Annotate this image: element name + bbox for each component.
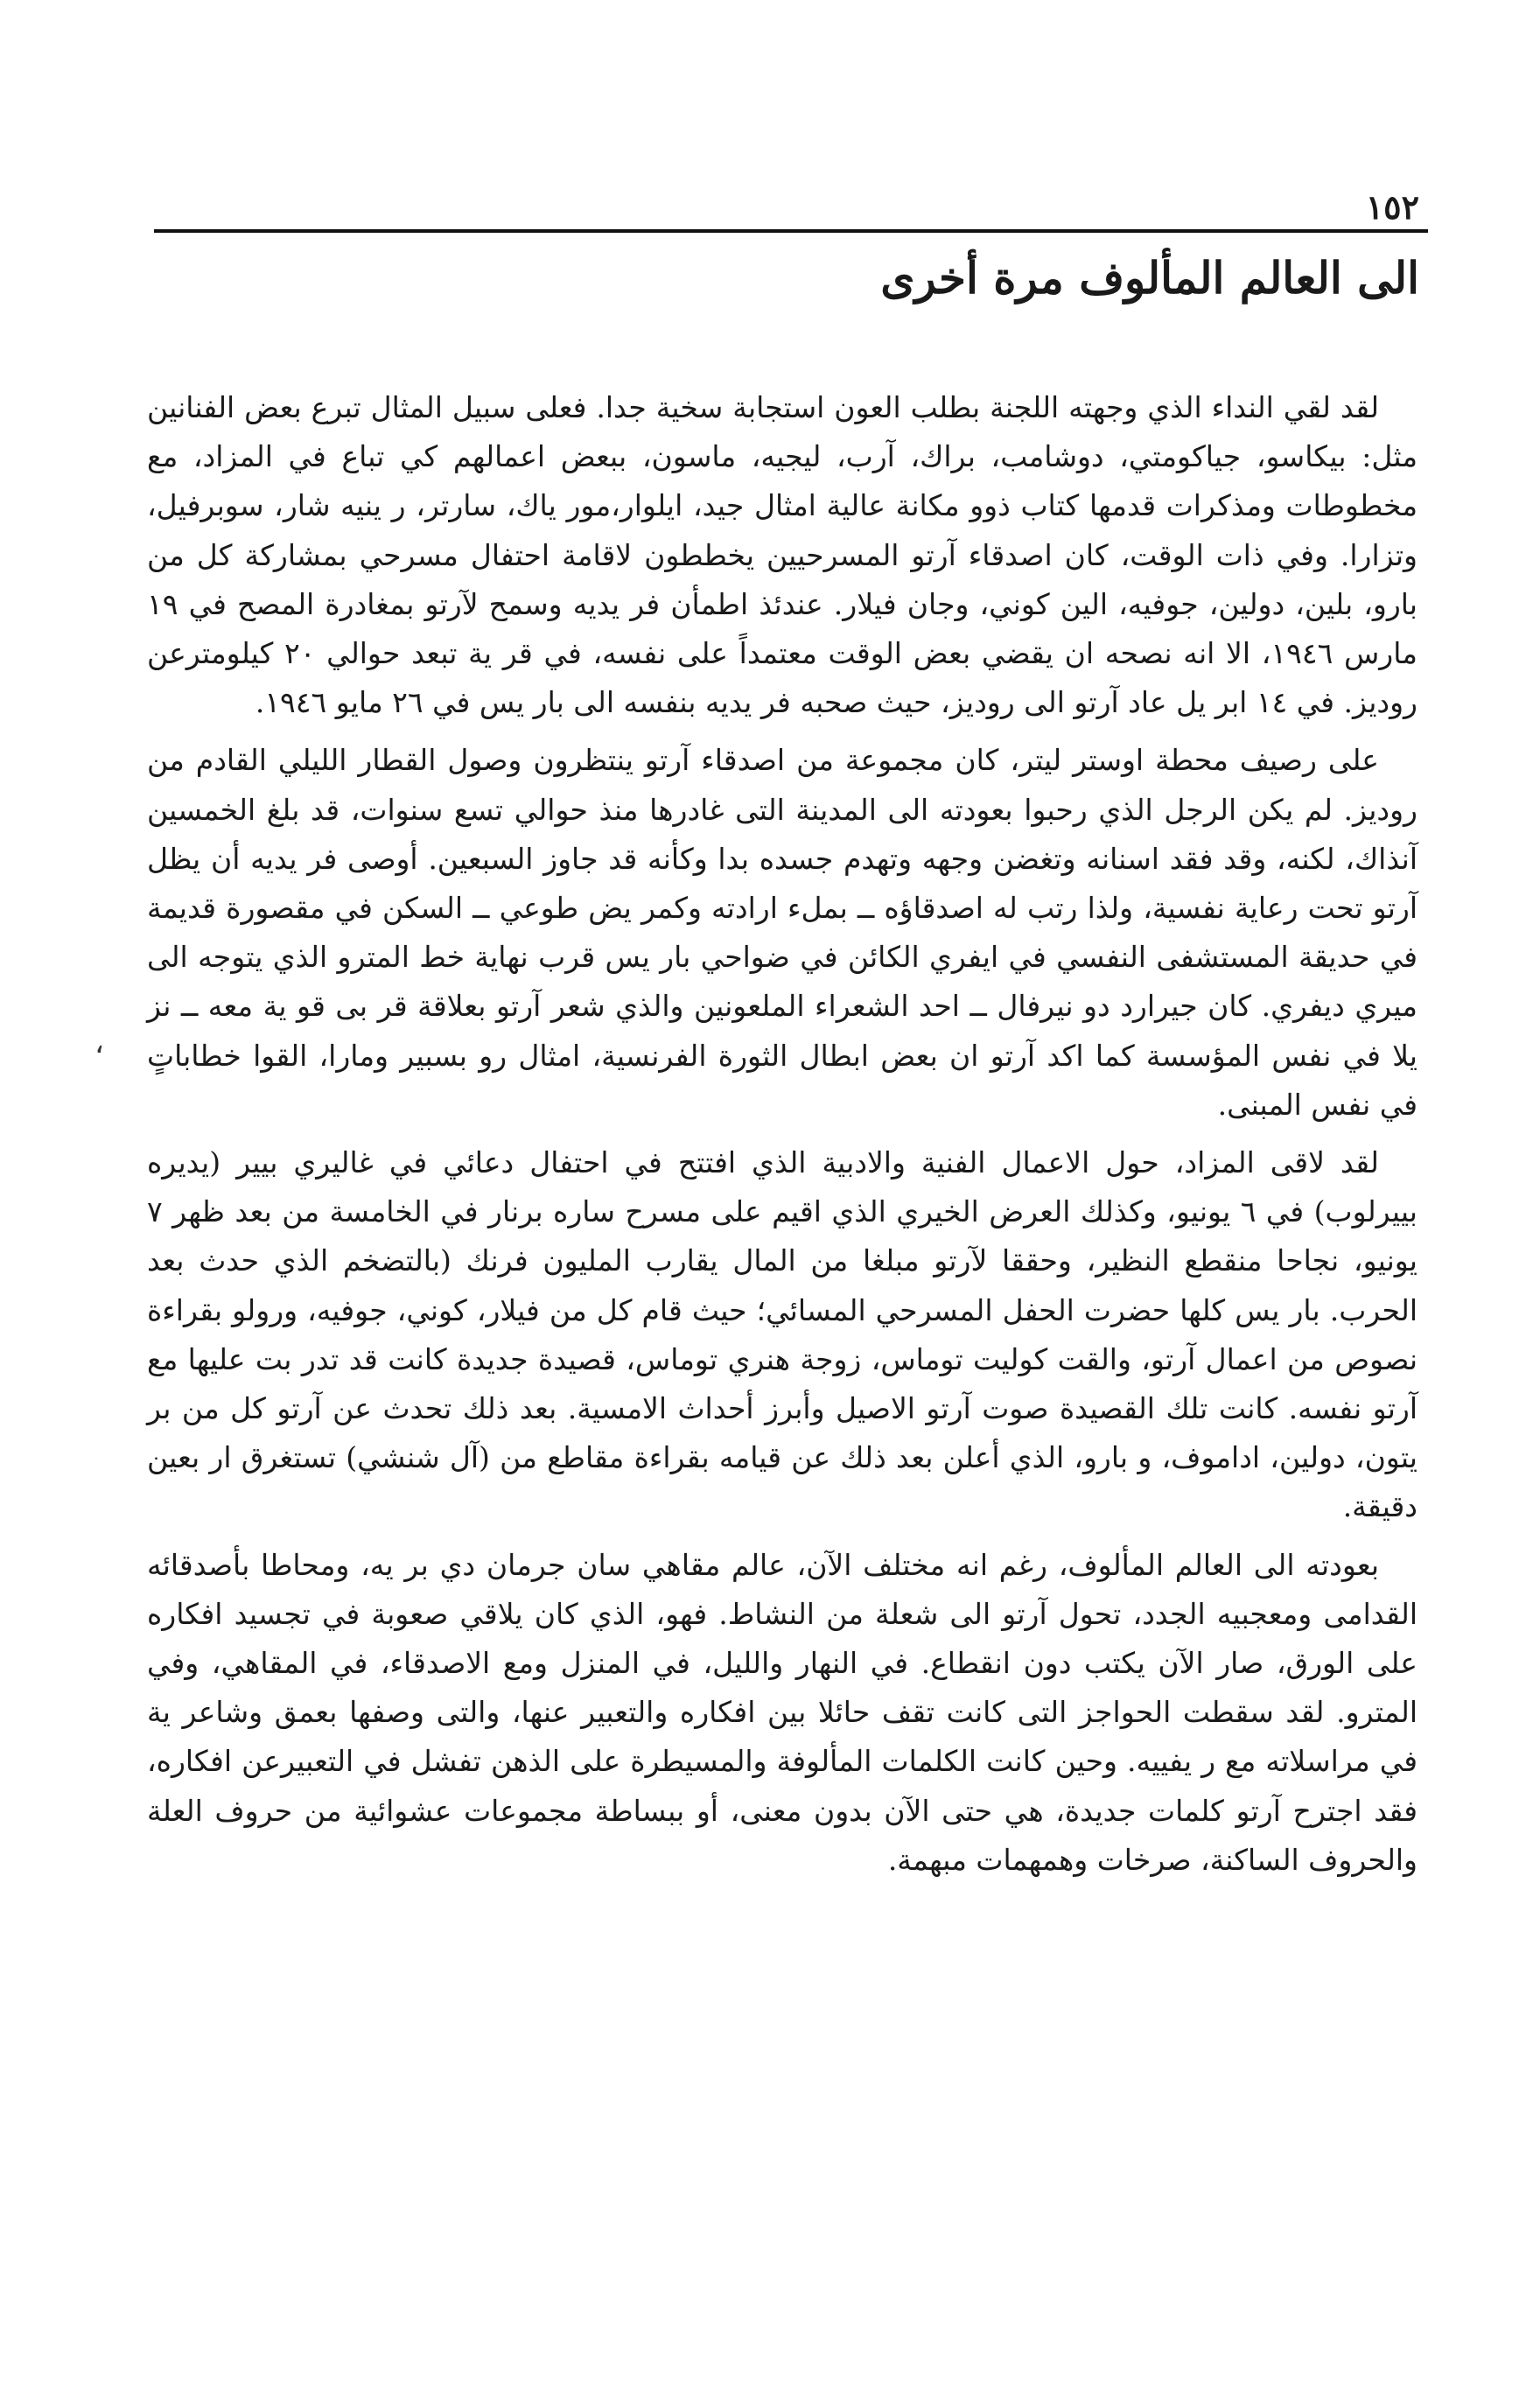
paragraph: بعودته الى العالم المألوف، رغم انه مختلف الآن، عالم مقاهي سان جرمان دي بر يه، ومحاطا بأصدقائه القدامى ومعجبيه الجدد، تحول آرتو الى شعلة من النشاط. فهو، الذي كان يلاقي صعوبة في تجسيد افكاره على الورق، صار الآن يكتب دون انقطاع. في النهار والليل، في المنزل ومع الاصدقاء، في المقاهي، وفي المترو. لقد سقطت الحواجز التى كانت تقف حائلا بين افكاره والتعبير عنها، والتى وصفها بعمق وشاعر ية في مراسلاته مع ر يفييه. وحين كانت الكلمات المألوفة والمسيطرة على الذهن تفشل في التعبيرعن افكاره، فقد اجترح آرتو كلمات جديدة، هي حتى الآن بدون معنى، أو ببساطة مجموعات عشوائية من حروف العلة والحروف الساكنة، صرخات وهمهمات مبهمة. [147, 1547, 1418, 1877]
body-text [147, 383, 1418, 1885]
margin-mark: ، [94, 1026, 104, 1060]
paragraph: لقد لاقى المزاد، حول الاعمال الفنية والادبية الذي افتتح في احتفال دعائي في غاليري بيير (يديره بييرلوب) في ٦ يونيو، وكذلك العرض الخيري الذي اقيم على مسرح ساره برنار في الخامسة من بعد ظهر ٧ يونيو، نجاحا منقطع النظير، وحققا لآرتو مبلغا من المال يقارب المليون فرنك (بالتضخم الذي حدث بعد الحرب. بار يس كلها حضرت الحفل المسرحي المسائي؛ حيث قام كل من فيلار، كوني، جوفيه، ورولو بقراءة نصوص من اعمال آرتو، والقت كوليت توماس، زوجة هنري توماس، قصيدة جديدة كانت قد تدر بت عليها مع آرتو نفسه. كانت تلك القصيدة صوت آرتو الاصيل وأبرز أحداث الامسية. بعد ذلك تحدث عن آرتو كل من بر يتون، دولين، اداموف، و بارو، الذي أعلن بعد ذلك عن قيامه بقراءة مقاطع من (آل شنشي) تستغرق ار بعين دقيقة. [147, 1145, 1418, 1524]
paragraph: على رصيف محطة اوستر ليتر، كان مجموعة من اصدقاء آرتو ينتظرون وصول القطار الليلي القادم من روديز. لم يكن الرجل الذي رحبوا بعودته الى المدينة التى غادرها منذ حوالي تسع سنوات، قد بلغ الخمسين آنذاك، لكنه، وقد فقد اسنانه وتغضن وجهه وتهدم جسده بدا وكأنه قد جاوز السبعين. أوصى فر يديه أن يظل آرتو تحت رعاية نفسية، ولذا رتب له اصدقاؤه ــ بملء ارادته وكمر يض طوعي ــ السكن في مقصورة قديمة في حديقة المستشفى النفسي في ايفري الكائن في ضواحي بار يس قرب نهاية خط المترو الذي يتوجه الى ميري ديفري. كان جيرارد دو نيرفال ــ احد الشعراء الملعونين والذي شعر آرتو بعلاقة قر بى قو ية معه ــ نز يلا في نفس المؤسسة كما اكد آرتو ان بعض ابطال الثورة الفرنسية، امثال رو بسبير ومارا، القوا خطاباتٍ في نفس المبنى. [147, 743, 1418, 1122]
page-number: ١٥٢ [1365, 187, 1419, 227]
chapter-title: الى العالم المألوف مرة أخرى [880, 252, 1419, 304]
paragraph: لقد لقي النداء الذي وجهته اللجنة بطلب العون استجابة سخية جدا. فعلى سبيل المثال تبرع بعض الفنانين مثل: بيكاسو، جياكومتي، دوشامب، براك، آرب، ليجيه، ماسون، ببعض اعمالهم كي تباع في المزاد، مع مخطوطات ومذكرات قدمها كتاب ذوو مكانة عالية امثال جيد، ايلوار،مور ياك، سارتر، ر ينيه شار، سوبرفيل، وتزارا. وفي ذات الوقت، كان اصدقاء آرتو المسرحيين يخططون لاقامة احتفال مسرحي بمشاركة كل من بارو، بلين، دولين، جوفيه، الين كوني، وجان فيلار. عندئذ اطمأن فر يديه وسمح لآرتو بمغادرة المصح في ١٩ مارس ١٩٤٦، الا انه نصحه ان يقضي بعض الوقت معتمداً على نفسه، في قر ية تبعد حوالي ٢٠ كيلومترعن روديز. في ١٤ ابر يل عاد آرتو الى روديز، حيث صحبه فر يديه بنفسه الى بار يس في ٢٦ مايو ١٩٤٦. [147, 390, 1418, 720]
header-rule [154, 229, 1428, 233]
